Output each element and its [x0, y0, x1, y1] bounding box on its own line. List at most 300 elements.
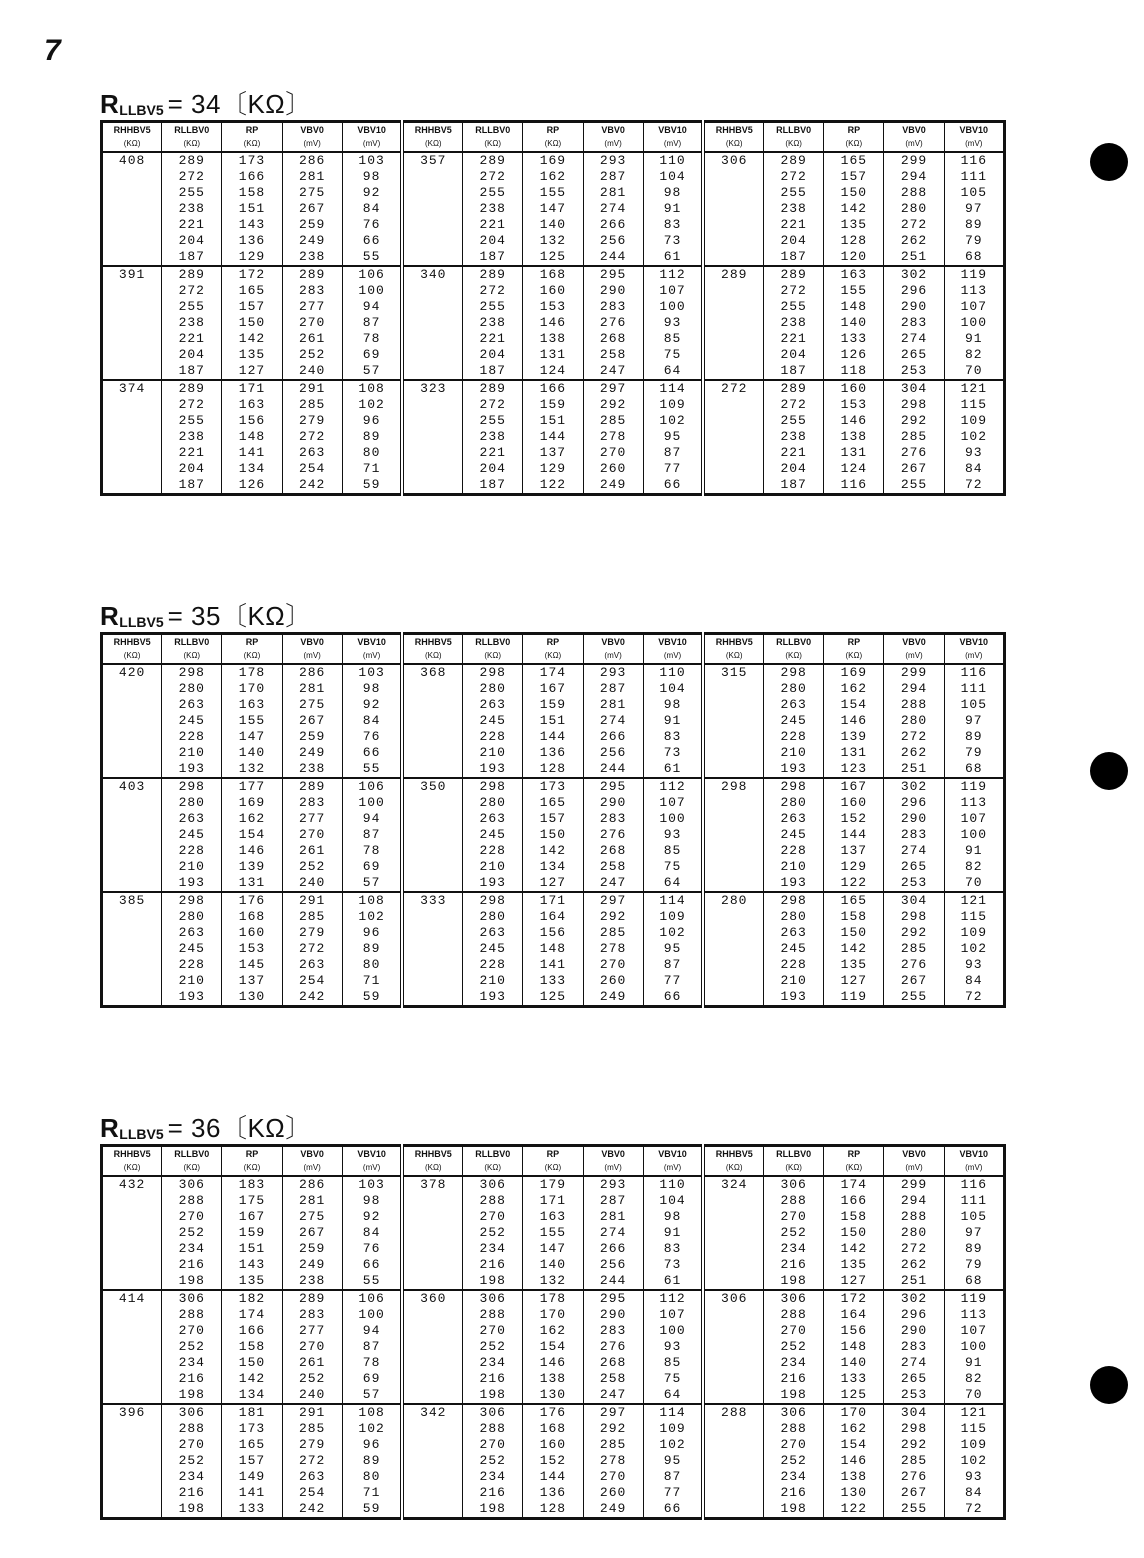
cell-vbv0: 252 — [282, 859, 342, 875]
cell-vbv0: 272 — [884, 729, 944, 745]
cell-rp: 158 — [222, 185, 282, 201]
cell-vbv10: 108 — [342, 380, 402, 397]
cell-vbv0: 290 — [884, 1323, 944, 1339]
cell-vbv0: 277 — [282, 299, 342, 315]
cell-rhhbv5 — [703, 1225, 763, 1241]
cell-rllbv0: 280 — [764, 681, 824, 697]
cell-vbv10: 91 — [643, 713, 703, 729]
cell-vbv0: 283 — [282, 283, 342, 299]
col-header-rllbv0: RLLBV0 — [162, 122, 222, 138]
cell-vbv10: 104 — [643, 1193, 703, 1209]
cell-vbv0: 295 — [583, 778, 643, 795]
cell-vbv0: 281 — [583, 697, 643, 713]
cell-rllbv0: 289 — [162, 152, 222, 169]
cell-vbv10: 97 — [944, 713, 1004, 729]
cell-rhhbv5 — [402, 201, 462, 217]
cell-vbv0: 244 — [583, 249, 643, 266]
cell-rllbv0: 298 — [463, 778, 523, 795]
cell-vbv10: 96 — [342, 413, 402, 429]
cell-rhhbv5 — [402, 1387, 462, 1404]
cell-rhhbv5: 340 — [402, 266, 462, 283]
cell-vbv0: 256 — [583, 745, 643, 761]
table-row — [102, 413, 1005, 429]
col-unit-rp: (KΩ) — [824, 1161, 884, 1176]
cell-rhhbv5 — [402, 249, 462, 266]
col-header-rp: RP — [824, 1146, 884, 1162]
cell-vbv0: 242 — [282, 1501, 342, 1519]
col-header-vbv10: VBV10 — [643, 634, 703, 650]
cell-rp: 133 — [824, 331, 884, 347]
table-title — [100, 600, 1006, 632]
cell-rp: 160 — [824, 795, 884, 811]
cell-rp: 130 — [523, 1387, 583, 1404]
cell-vbv0: 270 — [583, 1469, 643, 1485]
title-subscript: LLBV5 — [119, 1126, 164, 1142]
binder-hole-icon — [1090, 143, 1128, 181]
cell-vbv10: 78 — [342, 843, 402, 859]
cell-rhhbv5 — [102, 1307, 162, 1323]
cell-vbv0: 286 — [282, 664, 342, 681]
cell-rhhbv5: 374 — [118, 381, 146, 396]
cell-rhhbv5: 342 — [402, 1404, 462, 1421]
cell-rhhbv5 — [703, 283, 763, 299]
cell-rp: 154 — [824, 697, 884, 713]
cell-rp: 138 — [824, 1469, 884, 1485]
col-unit-rhhbv5: (KΩ) — [102, 1161, 162, 1176]
cell-rllbv0: 289 — [764, 152, 824, 169]
cell-vbv0: 304 — [884, 892, 944, 909]
col-unit-vbv10: (mV) — [643, 137, 703, 152]
cell-vbv0: 287 — [583, 681, 643, 697]
cell-vbv0: 267 — [884, 1485, 944, 1501]
cell-rp: 125 — [824, 1387, 884, 1404]
cell-rp: 173 — [222, 152, 282, 169]
cell-rllbv0: 193 — [463, 875, 523, 892]
cell-vbv10: 89 — [342, 941, 402, 957]
col-unit-rp: (KΩ) — [222, 1161, 282, 1176]
cell-rllbv0: 238 — [764, 429, 824, 445]
cell-vbv0: 255 — [884, 477, 944, 495]
cell-rp: 133 — [824, 1371, 884, 1387]
cell-rhhbv5 — [102, 761, 162, 778]
table-row — [102, 397, 1005, 413]
cell-rhhbv5 — [102, 827, 162, 843]
cell-vbv10: 107 — [643, 795, 703, 811]
col-header-vbv10: VBV10 — [944, 1146, 1004, 1162]
cell-vbv10: 87 — [342, 1339, 402, 1355]
cell-rllbv0: 263 — [162, 697, 222, 713]
cell-rllbv0: 234 — [764, 1469, 824, 1485]
cell-rp: 150 — [824, 1225, 884, 1241]
cell-vbv0: 283 — [583, 299, 643, 315]
cell-rllbv0: 263 — [463, 697, 523, 713]
cell-vbv10: 71 — [342, 461, 402, 477]
cell-rhhbv5 — [402, 875, 462, 892]
cell-rp: 142 — [824, 1241, 884, 1257]
col-unit-rllbv0: (KΩ) — [463, 1161, 523, 1176]
cell-vbv10: 94 — [342, 811, 402, 827]
cell-rp: 138 — [523, 331, 583, 347]
col-unit-vbv0: (mV) — [583, 649, 643, 664]
cell-vbv10: 69 — [342, 347, 402, 363]
cell-vbv0: 263 — [282, 957, 342, 973]
cell-vbv10: 100 — [643, 1323, 703, 1339]
cell-vbv10: 82 — [944, 347, 1004, 363]
cell-vbv0: 261 — [282, 843, 342, 859]
cell-vbv10: 104 — [643, 169, 703, 185]
cell-vbv0: 291 — [282, 892, 342, 909]
cell-rp: 151 — [222, 201, 282, 217]
cell-rhhbv5 — [102, 1241, 162, 1257]
title-symbol: R — [100, 601, 120, 631]
cell-vbv10: 113 — [944, 1307, 1004, 1323]
cell-rhhbv5 — [402, 1421, 462, 1437]
cell-rp: 153 — [222, 941, 282, 957]
cell-rp: 166 — [824, 1193, 884, 1209]
cell-rllbv0: 216 — [162, 1257, 222, 1273]
cell-rhhbv5 — [703, 1501, 763, 1519]
cell-vbv0: 288 — [884, 1209, 944, 1225]
cell-rllbv0: 306 — [463, 1290, 523, 1307]
cell-rllbv0: 210 — [463, 859, 523, 875]
cell-rhhbv5 — [102, 1371, 162, 1387]
cell-vbv0: 242 — [282, 477, 342, 495]
cell-vbv0: 261 — [282, 1355, 342, 1371]
col-unit-rllbv0: (KΩ) — [463, 649, 523, 664]
cell-vbv10: 102 — [944, 1453, 1004, 1469]
cell-rp: 170 — [824, 1404, 884, 1421]
cell-rhhbv5 — [102, 811, 162, 827]
cell-rllbv0: 238 — [764, 315, 824, 331]
col-unit-rhhbv5: (KΩ) — [402, 137, 462, 152]
cell-vbv0: 270 — [583, 445, 643, 461]
cell-rhhbv5 — [402, 729, 462, 745]
cell-vbv10: 95 — [643, 1453, 703, 1469]
cell-vbv0: 291 — [282, 1404, 342, 1421]
cell-vbv0: 255 — [884, 1501, 944, 1519]
cell-rhhbv5 — [703, 713, 763, 729]
cell-rp: 166 — [222, 169, 282, 185]
cell-vbv10: 102 — [342, 397, 402, 413]
cell-rp: 142 — [824, 941, 884, 957]
col-unit-vbv0: (mV) — [884, 137, 944, 152]
cell-rllbv0: 263 — [463, 811, 523, 827]
cell-vbv10: 114 — [643, 380, 703, 397]
col-header-vbv10: VBV10 — [643, 1146, 703, 1162]
cell-rhhbv5: 420 — [118, 665, 146, 680]
cell-rllbv0: 234 — [162, 1241, 222, 1257]
cell-rhhbv5 — [402, 989, 462, 1007]
cell-rllbv0: 216 — [162, 1371, 222, 1387]
cell-rllbv0: 221 — [162, 331, 222, 347]
cell-rhhbv5 — [703, 331, 763, 347]
cell-vbv0: 262 — [884, 745, 944, 761]
cell-rllbv0: 193 — [162, 989, 222, 1007]
cell-rhhbv5 — [703, 697, 763, 713]
cell-rp: 147 — [523, 201, 583, 217]
cell-rllbv0: 252 — [764, 1339, 824, 1355]
cell-rp: 165 — [523, 795, 583, 811]
col-header-rp: RP — [824, 122, 884, 138]
cell-vbv0: 279 — [282, 925, 342, 941]
cell-rhhbv5: 360 — [402, 1290, 462, 1307]
cell-vbv10: 113 — [944, 283, 1004, 299]
cell-vbv0: 258 — [583, 859, 643, 875]
cell-rllbv0: 210 — [463, 745, 523, 761]
cell-rhhbv5: 396 — [118, 1405, 146, 1420]
cell-vbv10: 102 — [643, 1437, 703, 1453]
cell-vbv0: 287 — [583, 169, 643, 185]
cell-vbv0: 302 — [884, 778, 944, 795]
cell-vbv0: 240 — [282, 1387, 342, 1404]
cell-vbv10: 66 — [643, 989, 703, 1007]
table-title — [100, 88, 1006, 120]
cell-vbv0: 285 — [282, 397, 342, 413]
cell-rp: 132 — [523, 1273, 583, 1290]
col-header-rp: RP — [523, 1146, 583, 1162]
cell-rp: 142 — [523, 843, 583, 859]
table-row — [102, 201, 1005, 217]
cell-vbv10: 78 — [342, 331, 402, 347]
cell-vbv0: 286 — [282, 1176, 342, 1193]
cell-rp: 159 — [222, 1225, 282, 1241]
cell-rp: 148 — [824, 1339, 884, 1355]
cell-rhhbv5 — [703, 249, 763, 266]
col-header-rllbv0: RLLBV0 — [463, 122, 523, 138]
cell-rllbv0: 288 — [162, 1421, 222, 1437]
cell-rhhbv5 — [102, 697, 162, 713]
cell-rllbv0: 193 — [463, 761, 523, 778]
cell-rhhbv5 — [402, 1355, 462, 1371]
cell-rllbv0: 270 — [162, 1323, 222, 1339]
cell-vbv10: 87 — [643, 1469, 703, 1485]
cell-vbv10: 71 — [342, 973, 402, 989]
cell-rp: 158 — [824, 909, 884, 925]
cell-rllbv0: 234 — [463, 1469, 523, 1485]
cell-rhhbv5 — [102, 331, 162, 347]
cell-rllbv0: 306 — [463, 1176, 523, 1193]
col-unit-vbv10: (mV) — [944, 649, 1004, 664]
cell-vbv0: 280 — [884, 713, 944, 729]
cell-vbv0: 292 — [884, 413, 944, 429]
cell-rhhbv5 — [102, 249, 162, 266]
cell-vbv0: 274 — [884, 1355, 944, 1371]
cell-rllbv0: 228 — [162, 957, 222, 973]
cell-rhhbv5 — [703, 1273, 763, 1290]
cell-vbv0: 281 — [282, 169, 342, 185]
cell-rp: 155 — [824, 283, 884, 299]
cell-vbv10: 84 — [944, 973, 1004, 989]
cell-rp: 130 — [222, 989, 282, 1007]
cell-rp: 160 — [222, 925, 282, 941]
cell-rhhbv5 — [102, 1501, 162, 1519]
table-row — [102, 152, 1005, 169]
cell-vbv0: 290 — [583, 283, 643, 299]
cell-vbv0: 244 — [583, 761, 643, 778]
cell-vbv10: 109 — [643, 397, 703, 413]
table-row — [102, 445, 1005, 461]
cell-vbv10: 94 — [342, 299, 402, 315]
cell-rllbv0: 289 — [764, 380, 824, 397]
cell-vbv10: 55 — [342, 249, 402, 266]
col-unit-vbv0: (mV) — [884, 1161, 944, 1176]
cell-rhhbv5 — [703, 217, 763, 233]
cell-rhhbv5 — [102, 843, 162, 859]
cell-rhhbv5: 306 — [703, 152, 763, 169]
cell-rllbv0: 298 — [463, 892, 523, 909]
cell-rp: 138 — [523, 1371, 583, 1387]
cell-rllbv0: 306 — [764, 1290, 824, 1307]
cell-rllbv0: 198 — [463, 1501, 523, 1519]
cell-rp: 119 — [824, 989, 884, 1007]
cell-rllbv0: 255 — [162, 299, 222, 315]
cell-vbv0: 283 — [884, 1339, 944, 1355]
cell-vbv10: 109 — [643, 1421, 703, 1437]
cell-rhhbv5 — [402, 795, 462, 811]
cell-rhhbv5: 315 — [703, 664, 763, 681]
cell-rllbv0: 187 — [764, 363, 824, 380]
cell-rp: 157 — [523, 811, 583, 827]
cell-vbv0: 265 — [884, 1371, 944, 1387]
cell-vbv0: 285 — [583, 1437, 643, 1453]
cell-rp: 168 — [523, 1421, 583, 1437]
cell-rp: 122 — [824, 1501, 884, 1519]
cell-vbv10: 111 — [944, 1193, 1004, 1209]
cell-rhhbv5 — [402, 1485, 462, 1501]
cell-rllbv0: 289 — [463, 152, 523, 169]
table-row — [102, 778, 1005, 795]
cell-rp: 167 — [824, 778, 884, 795]
cell-vbv10: 87 — [643, 445, 703, 461]
cell-vbv0: 285 — [884, 429, 944, 445]
cell-vbv0: 299 — [884, 152, 944, 169]
data-table — [100, 632, 1006, 1008]
cell-rp: 137 — [523, 445, 583, 461]
cell-vbv10: 76 — [342, 729, 402, 745]
col-header-rhhbv5: RHHBV5 — [703, 122, 763, 138]
cell-rhhbv5 — [703, 201, 763, 217]
title-subscript: LLBV5 — [119, 102, 164, 118]
cell-rp: 133 — [523, 973, 583, 989]
cell-rhhbv5 — [703, 1387, 763, 1404]
cell-rllbv0: 255 — [764, 413, 824, 429]
header-row — [102, 634, 1005, 650]
title-value: = 35〔KΩ〕 — [167, 601, 312, 631]
cell-rllbv0: 204 — [463, 461, 523, 477]
cell-rllbv0: 238 — [463, 429, 523, 445]
cell-rhhbv5 — [102, 201, 162, 217]
table-row — [102, 1225, 1005, 1241]
cell-vbv10: 82 — [944, 1371, 1004, 1387]
cell-rp: 129 — [824, 859, 884, 875]
table-row — [102, 811, 1005, 827]
cell-rp: 182 — [222, 1290, 282, 1307]
cell-rhhbv5 — [402, 681, 462, 697]
cell-rllbv0: 204 — [764, 347, 824, 363]
cell-vbv10: 106 — [342, 266, 402, 283]
cell-vbv0: 256 — [583, 233, 643, 249]
cell-rhhbv5 — [102, 283, 162, 299]
cell-rp: 142 — [222, 1371, 282, 1387]
cell-vbv10: 105 — [944, 185, 1004, 201]
table-row — [102, 1273, 1005, 1290]
cell-rhhbv5 — [402, 477, 462, 495]
cell-rllbv0: 298 — [764, 892, 824, 909]
cell-vbv0: 275 — [282, 1209, 342, 1225]
cell-vbv0: 292 — [583, 909, 643, 925]
cell-vbv0: 254 — [282, 1485, 342, 1501]
cell-vbv0: 272 — [884, 1241, 944, 1257]
cell-rhhbv5 — [402, 1273, 462, 1290]
cell-rhhbv5 — [402, 811, 462, 827]
cell-vbv10: 61 — [643, 761, 703, 778]
cell-rllbv0: 210 — [764, 859, 824, 875]
cell-rllbv0: 228 — [764, 729, 824, 745]
cell-rllbv0: 298 — [162, 778, 222, 795]
cell-rllbv0: 270 — [162, 1209, 222, 1225]
cell-rhhbv5 — [703, 989, 763, 1007]
cell-rllbv0: 270 — [463, 1209, 523, 1225]
cell-rhhbv5: 378 — [402, 1176, 462, 1193]
cell-rllbv0: 204 — [162, 347, 222, 363]
cell-vbv10: 98 — [643, 697, 703, 713]
cell-rllbv0: 234 — [162, 1469, 222, 1485]
cell-vbv0: 298 — [884, 397, 944, 413]
cell-vbv10: 59 — [342, 477, 402, 495]
cell-rp: 164 — [523, 909, 583, 925]
col-unit-vbv10: (mV) — [643, 1161, 703, 1176]
cell-rhhbv5 — [703, 1485, 763, 1501]
cell-rllbv0: 210 — [162, 859, 222, 875]
cell-vbv10: 110 — [643, 152, 703, 169]
table-row — [102, 1453, 1005, 1469]
cell-vbv0: 299 — [884, 664, 944, 681]
cell-rllbv0: 245 — [764, 713, 824, 729]
cell-rp: 136 — [222, 233, 282, 249]
table-row — [102, 429, 1005, 445]
cell-rllbv0: 238 — [162, 315, 222, 331]
cell-rllbv0: 210 — [162, 973, 222, 989]
table-row — [102, 299, 1005, 315]
col-unit-rhhbv5: (KΩ) — [703, 137, 763, 152]
cell-vbv0: 289 — [282, 1290, 342, 1307]
cell-vbv0: 276 — [884, 445, 944, 461]
cell-rllbv0: 245 — [162, 827, 222, 843]
cell-rllbv0: 288 — [764, 1421, 824, 1437]
cell-rllbv0: 255 — [162, 413, 222, 429]
cell-rhhbv5 — [402, 1371, 462, 1387]
cell-rp: 150 — [523, 827, 583, 843]
cell-rhhbv5 — [703, 925, 763, 941]
cell-rllbv0: 228 — [764, 843, 824, 859]
cell-vbv10: 80 — [342, 445, 402, 461]
col-header-vbv0: VBV0 — [282, 122, 342, 138]
cell-vbv10: 89 — [342, 1453, 402, 1469]
cell-rhhbv5 — [402, 1209, 462, 1225]
cell-rhhbv5 — [402, 1501, 462, 1519]
cell-vbv0: 275 — [282, 697, 342, 713]
cell-rp: 157 — [222, 1453, 282, 1469]
cell-vbv10: 84 — [342, 201, 402, 217]
cell-rllbv0: 298 — [162, 892, 222, 909]
cell-vbv0: 266 — [583, 729, 643, 745]
table-row — [102, 217, 1005, 233]
cell-vbv10: 70 — [944, 1387, 1004, 1404]
cell-rhhbv5 — [102, 185, 162, 201]
cell-vbv10: 115 — [944, 397, 1004, 413]
col-header-rhhbv5: RHHBV5 — [703, 634, 763, 650]
cell-rp: 153 — [523, 299, 583, 315]
